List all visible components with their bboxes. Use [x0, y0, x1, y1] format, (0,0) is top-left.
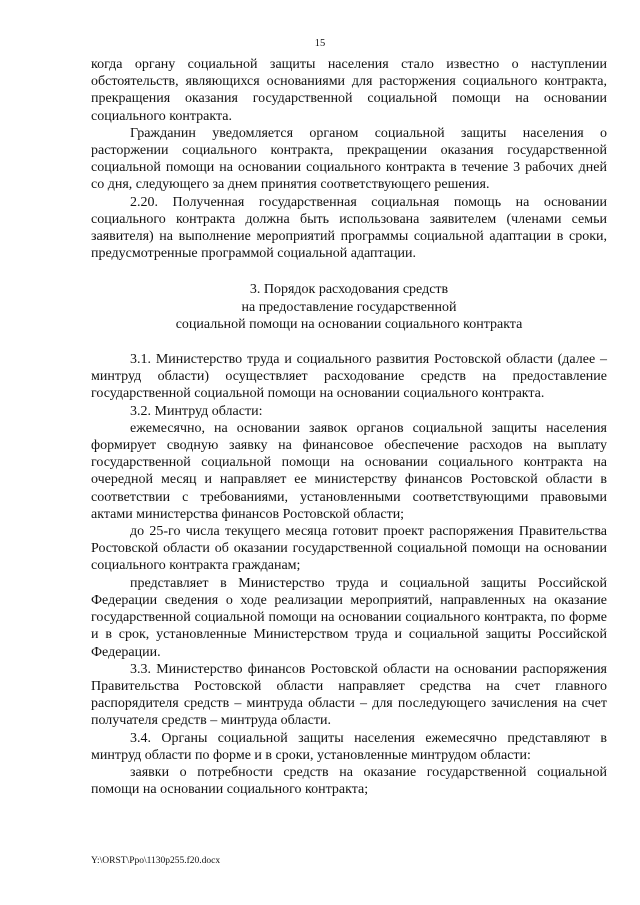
- document-body: [91, 56, 607, 798]
- paragraph: 3.3. Министерство финансов Ростовской области на основании распоряжения Правительства Ростовской области направляет средства на счет главного распорядителя средств – минтруда области – для последующего зачисления на счет получателя средств – минтруда области.: [91, 661, 607, 729]
- file-path-footer: Y:\ORST\Ppo\1130p255.f20.docx: [91, 856, 221, 866]
- paragraph: до 25-го числа текущего месяца готовит проект распоряжения Правительства Ростовской области об оказании государственной социальной помощи на основании социального контракта гражданам;: [91, 524, 607, 574]
- paragraph: 2.20. Полученная государственная социальная помощь на основании социального контракта должна быть использована заявителем (членами семьи заявителя) на выполнение мероприятий программы социальной адаптации в сроки, предусмотренные программой социальной адаптации.: [91, 194, 607, 262]
- paragraph: 3.2. Минтруд области:: [130, 403, 263, 419]
- section-heading: [91, 281, 607, 333]
- paragraph: ежемесячно, на основании заявок органов социальной защиты населения формирует сводную заявку на финансовое обеспечение расходов на выплату государственной социальной помощи на основании социального контракта на очередной месяц и направляет ее министерству финансов Ростовской области в соответствии с требованиями, установленными соответствующими правовыми актами министерства финансов Ростовской области;: [91, 420, 607, 522]
- page-number: 15: [314, 38, 326, 49]
- paragraph: 3.1. Министерство труда и социального развития Ростовской области (далее – минтруд области) осуществляет расходование средств на предоставление государственной социальной помощи на основании социального контракта.: [91, 352, 607, 402]
- heading-line: 3. Порядок расходования средств: [249, 282, 449, 298]
- heading-line: на предоставление государственной: [241, 299, 457, 315]
- paragraph: 3.4. Органы социальной защиты населения ежемесячно представляют в минтруд области по форме и в сроки, установленные минтрудом области:: [91, 730, 607, 763]
- paragraph: представляет в Министерство труда и социальной защиты Российской Федерации сведения о ходе реализации мероприятий, направленных на оказание государственной социальной помощи на основании социального контракта, по форме и в срок, установленные Министерством труда и социальной защиты Российской Федерации.: [91, 575, 607, 660]
- paragraph: Гражданин уведомляется органом социальной защиты населения о расторжении социального контракта, прекращении оказания государственной социальной помощи на основании социального контракта в течение 3 рабочих дней со дня, следующего за днем принятия соответствующего решения.: [91, 125, 607, 193]
- paragraph: заявки о потребности средств на оказание государственной социальной помощи на основании социального контракта;: [91, 764, 607, 798]
- heading-line: социальной помощи на основании социального контракта: [175, 316, 523, 332]
- paragraph: когда органу социальной защиты населения стало известно о наступлении обстоятельств, являющихся основаниями для расторжения социального контракта, прекращения оказания государственной социальной помощи на основании социального контракта.: [91, 57, 607, 124]
